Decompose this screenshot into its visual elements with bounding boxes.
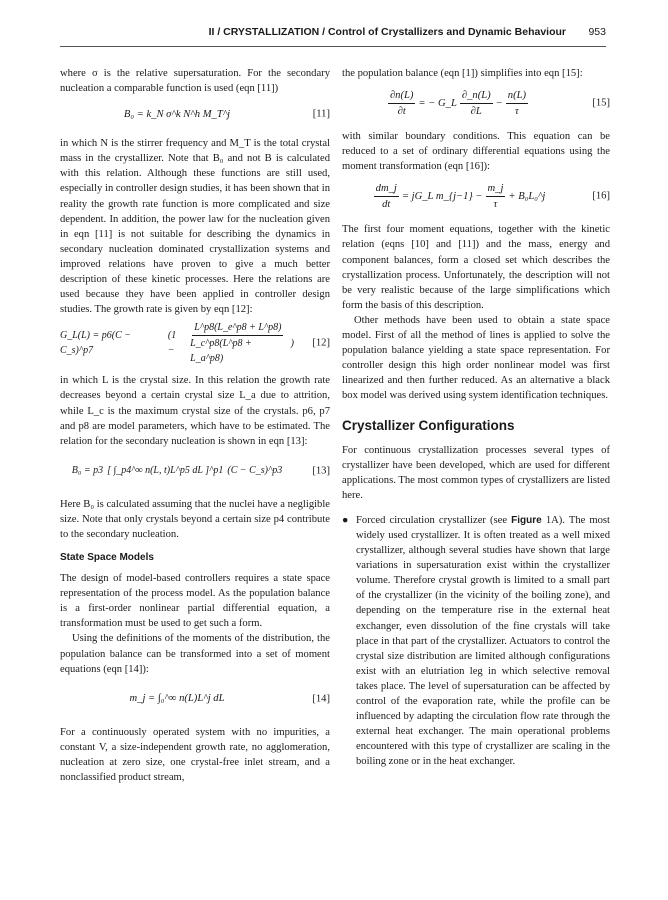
equation-15 (342, 83, 610, 123)
equation-number: [11] (312, 108, 330, 120)
paragraph: The design of model-based controllers requires a state space representation of the process model. As the population balance is a first-order nonlinear partial differential equation, a transformation must be used to get such a form. (60, 573, 330, 630)
equation-number: [13] (312, 465, 330, 477)
list-item (342, 513, 610, 770)
equation-integral: [ ∫_p4^∞ n(L, t)L^p5 dL ]^p1 (107, 465, 224, 477)
equation-lhs: G_L(L) = p6(C − C_s)^p7 (60, 330, 132, 357)
paragraph: where σ is the relative supersaturation. For the secondary nucleation a comparable function is used (eqn [11]) (60, 68, 330, 95)
equation-12 (60, 319, 330, 367)
list-item-lead: Forced circulation crystallizer (see (356, 514, 512, 526)
paragraph: Other methods have been used to obtain a state space model. First of all the method of lines is applied to solve the population balance yielding a state space representation. For controller design this high order nonlinear model was first linearized and then further reduced. As an alternative a black box model was derived using system identification techniques. (342, 314, 610, 402)
fraction-numerator: m_j (486, 181, 506, 197)
equation-fraction (460, 88, 493, 119)
running-title: II / CRYSTALLIZATION / Control of Crystallizers and Dynamic Behaviour (208, 26, 566, 38)
paragraph: For continuous crystallization processes several types of crystallizer have been developed, which are used for different applications. The most common types of crystallizers are listed here. (342, 444, 610, 501)
section-heading: Crystallizer Configurations (342, 417, 515, 433)
equation-term: + B₀L₀^j (508, 190, 546, 202)
equation-fraction (486, 181, 506, 212)
equation-11 (60, 98, 330, 130)
equation-term: = jG_L m_{j−1} − (401, 190, 483, 202)
equation-operator: = − G_L (418, 97, 457, 109)
paragraph: Using the definitions of the moments of the distribution, the population balance can be transformed into a set of moment equations (eqn [14]): (60, 633, 330, 675)
equation-16 (342, 176, 610, 216)
fraction-numerator: dm_j (374, 181, 399, 197)
fraction-numerator: ∂n(L) (388, 88, 415, 104)
list-item-figref: 1A). (541, 514, 565, 526)
equation-operator: − (495, 97, 503, 109)
equation-lhs: B₀ = p3 (71, 465, 104, 477)
equation-number: [12] (312, 337, 330, 349)
equation-rhs: (C − C_s)^p3 (227, 465, 283, 477)
equation-paren-close: ) (290, 337, 294, 349)
fraction-numerator: ∂_n(L) (460, 88, 493, 104)
equation-number: [16] (592, 190, 610, 202)
equation-fraction (506, 88, 528, 119)
fraction-denominator: ∂L (470, 105, 482, 117)
equation-paren-open: (1 − (167, 330, 177, 357)
equation-fraction (388, 88, 415, 119)
fraction-denominator: τ (515, 105, 519, 117)
fraction-denominator: ∂t (397, 105, 406, 117)
paragraph: For a continuously operated system with no impurities, a constant V, a size-independent growth rate, no agglomeration, nucleation at zero size, one crystal-free inlet stream, and a nonclassified product stream, (60, 726, 330, 783)
equation-fraction (188, 320, 288, 366)
section-heading: State Space Models (60, 552, 154, 564)
paragraph: the population balance (eqn [1]) simplifies into eqn [15]: (342, 68, 583, 79)
list-item-text: The most widely used crystallizer. It is often treated as a well mixed crystallizer, although several studies have shown that large variations in supersaturation exist within the crystallizer volume. Therefore crystal growth is limited to a small part of the crystallizer (in the vicinity of the boiling zone), and depending on the temperature rise in the external heat exchanger, even dissolution of the fine crystals will take place in that part of the crystallizer. Actuators to control the crystal size distribution are limited although configurations exist with an elutriation leg in which selective removal takes place. The level of supersaturation can be affected by control of the evaporation rate, while the profile can be influenced by adapting the circulation flow rate through the external heat exchanger. The main operational problems encountered with this type of crystallizer are scaling in the boiling zone or in the heat exchanger. (356, 514, 611, 768)
page-number: 953 (588, 26, 606, 38)
equation-number: [14] (312, 693, 330, 705)
equation-formula: m_j = ∫₀^∞ n(L)L^j dL (129, 693, 225, 705)
equation-formula: B₀ = k_N σ^k N^h M_T^j (123, 108, 231, 120)
equation-14 (60, 679, 330, 719)
equation-fraction (374, 181, 399, 212)
paragraph: in which N is the stirrer frequency and M_T is the total crystal mass in the crystallizer. Note that B₀ and not B is calculated with this relation. Although these functions are still used, especially in controller design studies, it has been shown that in reality the growth rate function is more complicated and size dependent. In addition, the power law for the nucleation given in eqn [11] is not suitable for describing the dynamics in secondary nucleation dominated crystallization systems and improved relations have proven to give a much better description of these kinetic processes. Here the relations are used because they have been applied in controller design studies. The growth rate is given by eqn [12]: (60, 138, 330, 316)
bullet-list (342, 513, 610, 770)
fraction-numerator: n(L) (506, 88, 528, 104)
paragraph: with similar boundary conditions. This equation can be reduced to a set of ordinary differential equations using the moment transformation (eqn [16]): (342, 131, 610, 173)
equation-13 (60, 451, 330, 491)
fraction-denominator: τ (493, 198, 498, 210)
running-header (60, 24, 606, 47)
paragraph: Here B₀ is calculated assuming that the nuclei have a negligible size. Note that only crystals beyond a certain size p4 contribute to the secondary nucleation. (60, 498, 330, 540)
paragraph: in which L is the crystal size. In this relation the growth rate decreases beyond a certain crystal size L_a due to attrition, while L_c is the maximum crystal size of the crystals. p6, p7 and p8 are model parameters, which have to be estimated. The relation for the secondary nucleation is shown in eqn [13]: (60, 375, 330, 447)
left-column (60, 66, 330, 785)
equation-number: [15] (592, 97, 610, 109)
right-column (342, 66, 610, 769)
figure-link[interactable]: Figure (511, 514, 542, 526)
fraction-numerator: L^p8(L_e^p8 + L^p8) (192, 320, 283, 336)
paragraph: The first four moment equations, together with the kinetic relation (eqns [10] and [11]) and the mass, energy and component balances, form a closed set which describes the crystallization process. Unfortunately, the description will not be very realistic because of the large simplifications which form the basis of this description. (342, 224, 610, 311)
fraction-denominator: L_c^p8(L^p8 + L_a^p8) (190, 338, 252, 365)
bullet-icon: ● (342, 514, 349, 526)
fraction-denominator: dt (382, 198, 391, 210)
